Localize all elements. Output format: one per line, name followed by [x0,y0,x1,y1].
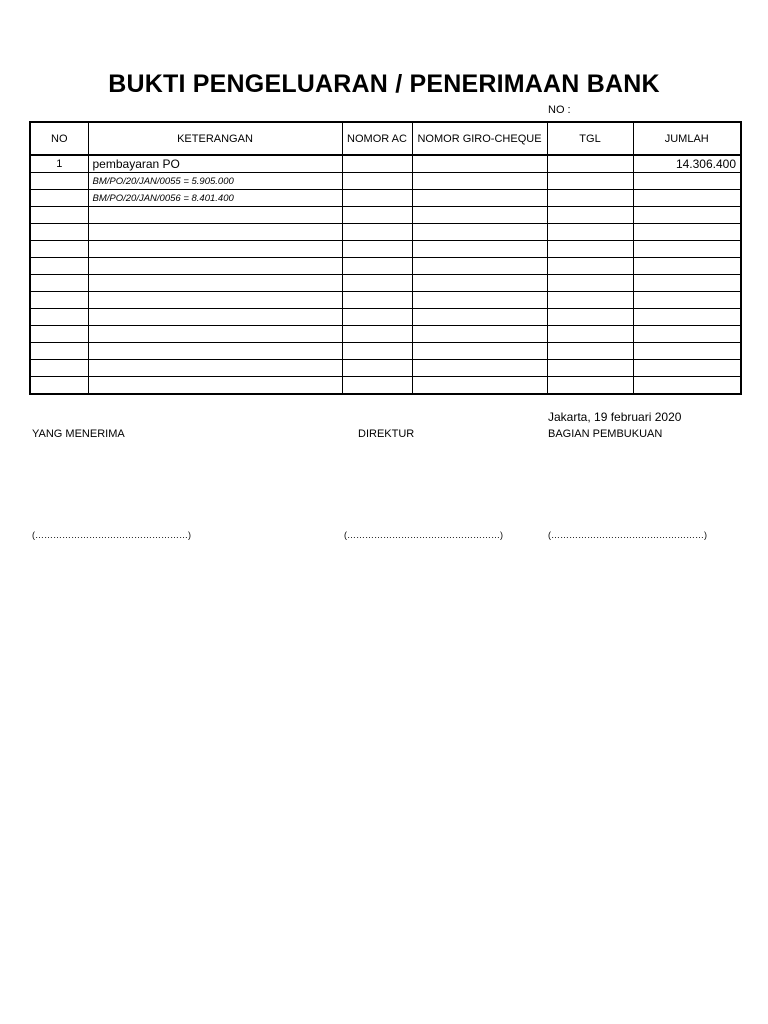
cell-jumlah: 14.306.400 [633,155,741,173]
table-row [30,360,741,377]
cell-no [30,326,88,343]
cell-tgl [547,360,633,377]
table-row [30,155,741,173]
table-row [30,173,741,190]
header-no: NO [30,122,88,155]
cell-nomor-giro-cheque [412,360,547,377]
cell-keterangan [88,275,342,292]
cell-tgl [547,173,633,190]
cell-nomor-giro-cheque [412,326,547,343]
cell-tgl [547,326,633,343]
cell-jumlah [633,343,741,360]
cell-no [30,258,88,275]
cell-nomor-ac [342,292,412,309]
cell-keterangan [88,309,342,326]
header-jumlah: JUMLAH [633,122,741,155]
cell-jumlah [633,377,741,395]
cell-jumlah [633,360,741,377]
cell-keterangan [88,360,342,377]
cell-tgl [547,377,633,395]
cell-jumlah [633,241,741,258]
cell-tgl [547,292,633,309]
table-row [30,309,741,326]
cell-nomor-giro-cheque [412,207,547,224]
cell-nomor-giro-cheque [412,377,547,395]
cell-jumlah [633,258,741,275]
cell-nomor-ac [342,377,412,395]
cell-tgl [547,190,633,207]
cell-jumlah [633,326,741,343]
cell-no [30,377,88,395]
cell-nomor-ac [342,207,412,224]
cell-jumlah [633,207,741,224]
header-nomor-giro-cheque: NOMOR GIRO-CHEQUE [412,122,547,155]
cell-no [30,190,88,207]
header-nomor-ac: NOMOR AC [342,122,412,155]
cell-nomor-giro-cheque [412,190,547,207]
cell-nomor-ac [342,343,412,360]
cell-nomor-ac [342,309,412,326]
cell-no [30,292,88,309]
cell-no [30,360,88,377]
cell-keterangan [88,343,342,360]
table-row [30,377,741,395]
cell-jumlah [633,292,741,309]
header-keterangan: KETERANGAN [88,122,342,155]
document-title: BUKTI PENGELUARAN / PENERIMAAN BANK [108,70,660,98]
cell-nomor-ac [342,190,412,207]
cell-keterangan [88,241,342,258]
cell-jumlah [633,309,741,326]
table-row [30,258,741,275]
cell-nomor-giro-cheque [412,155,547,173]
transaction-table [29,121,742,395]
cell-tgl [547,224,633,241]
cell-tgl [547,343,633,360]
signature-line-yang-menerima: (……………………………………………) [32,530,191,540]
table-row [30,241,741,258]
cell-keterangan: BM/PO/20/JAN/0055 = 5.905.000 [88,173,342,190]
cell-no [30,207,88,224]
cell-no [30,343,88,360]
cell-tgl [547,258,633,275]
cell-nomor-ac [342,360,412,377]
signature-line-bagian-pembukuan: (……………………………………………) [548,530,707,540]
cell-no: 1 [30,155,88,173]
cell-jumlah [633,173,741,190]
table-header-row [30,122,741,155]
cell-keterangan: BM/PO/20/JAN/0056 = 8.401.400 [88,190,342,207]
cell-nomor-ac [342,275,412,292]
cell-no [30,224,88,241]
cell-keterangan [88,326,342,343]
label-bagian-pembukuan: BAGIAN PEMBUKUAN [548,428,663,440]
cell-nomor-giro-cheque [412,173,547,190]
table-row [30,343,741,360]
cell-keterangan [88,224,342,241]
cell-nomor-ac [342,155,412,173]
cell-keterangan [88,377,342,395]
cell-keterangan [88,258,342,275]
table-row [30,326,741,343]
table-row [30,275,741,292]
cell-nomor-giro-cheque [412,275,547,292]
cell-no [30,173,88,190]
cell-nomor-ac [342,224,412,241]
cell-no [30,309,88,326]
header-tgl: TGL [547,122,633,155]
cell-tgl [547,275,633,292]
cell-nomor-giro-cheque [412,309,547,326]
document-number-label: NO : [548,104,571,116]
table-row [30,207,741,224]
label-yang-menerima: YANG MENERIMA [32,428,125,440]
cell-nomor-ac [342,241,412,258]
label-direktur: DIREKTUR [358,428,415,440]
cell-no [30,275,88,292]
cell-nomor-giro-cheque [412,258,547,275]
table-row [30,224,741,241]
signature-line-direktur: (……………………………………………) [344,530,503,540]
table-row [30,292,741,309]
cell-nomor-giro-cheque [412,343,547,360]
table-row [30,190,741,207]
cell-keterangan [88,292,342,309]
cell-tgl [547,241,633,258]
cell-nomor-giro-cheque [412,241,547,258]
cell-jumlah [633,190,741,207]
cell-tgl [547,309,633,326]
cell-nomor-ac [342,173,412,190]
cell-nomor-giro-cheque [412,224,547,241]
cell-no [30,241,88,258]
place-date: Jakarta, 19 februari 2020 [548,410,682,424]
cell-keterangan: pembayaran PO [88,155,342,173]
cell-tgl [547,155,633,173]
cell-jumlah [633,224,741,241]
cell-nomor-ac [342,326,412,343]
cell-tgl [547,207,633,224]
cell-jumlah [633,275,741,292]
cell-nomor-giro-cheque [412,292,547,309]
cell-keterangan [88,207,342,224]
cell-nomor-ac [342,258,412,275]
